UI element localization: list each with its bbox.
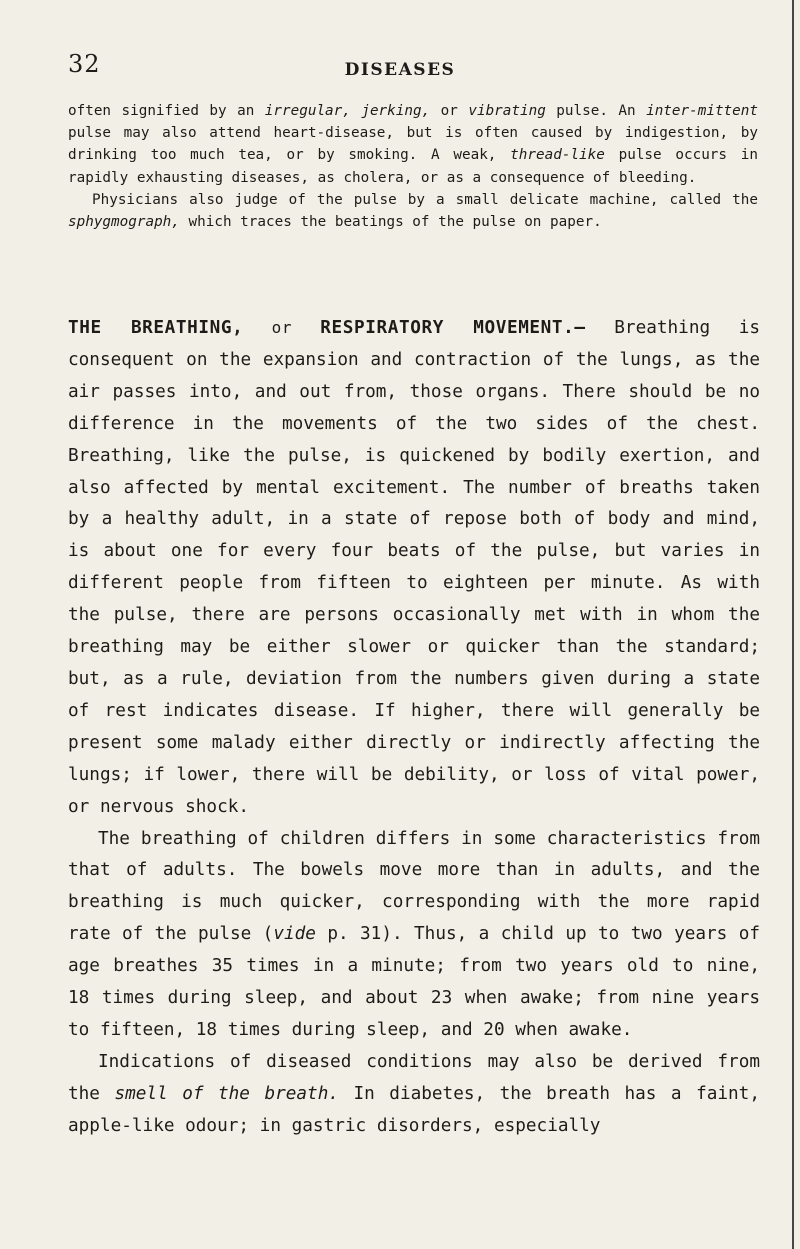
paragraph-sphygmograph: Physicians also judge of the pulse by a small delicate machine, called the sphygmograph, which traces the beatings of the pulse on paper. [68, 191, 758, 231]
paragraph-children-breathing: The breathing of children differs in some characteristics from that of adults. The bowels move more than in adults, and the breathing is much quicker, corresponding with the more rapid rate of the pulse (vide p. 31). Thus, a child up to two years of age breathes 35 times in a minute; from two years old to nine, 18 times during sleep, and about 23 when awake; from nine years to fifteen, 18 times during sleep, and 20 when awake. [68, 828, 761, 1040]
main-text-block [68, 312, 760, 1143]
running-title: DISEASES [344, 60, 456, 80]
paragraph-breathing: THE BREATHING, or RESPIRATORY MOVEMENT.— Breathing is consequent on the expansion and contraction of the lungs, as the air passes into, and out from, those organs. There should be no difference in the movements of the two sides of the chest. Breathing, like the pulse, is quickened by bodily exertion, and also affected by mental excitement. The number of breaths taken by a healthy adult, in a state of repose both of body and mind, is about one for every four beats of the pulse, but varies in different people from fifteen to eighteen per minute. As with the pulse, there are persons occasionally met with in whom the breathing may be either slower or quicker than the standard; but, as a rule, deviation from the numbers given during a state of rest indicates disease. If higher, there will generally be present some malady either directly or indirectly affecting the lungs; if lower, there will be debility, or loss of vital power, or nervous shock. [68, 318, 761, 817]
page-number: 32 [68, 50, 101, 78]
section-heading: THE BREATHING, or RESPIRATORY MOVEMENT.— [68, 318, 586, 338]
page-edge-line [792, 0, 794, 1249]
paragraph-pulse-types: often signified by an irregular, jerking, or vibrating pulse. An inter-mittent pulse may also attend heart-disease, but is often caused by indigestion, by drinking too much tea, or by smoking. A weak, thread-like pulse occurs in rapidly exhausting diseases, as cholera, or as a consequence of bleeding. [68, 103, 758, 186]
paragraph-breath-smell: Indications of diseased conditions may also be derived from the smell of the breath. In diabetes, the breath has a faint, apple-like odour; in gastric disorders, especially [68, 1051, 760, 1136]
small-text-block [68, 100, 758, 233]
